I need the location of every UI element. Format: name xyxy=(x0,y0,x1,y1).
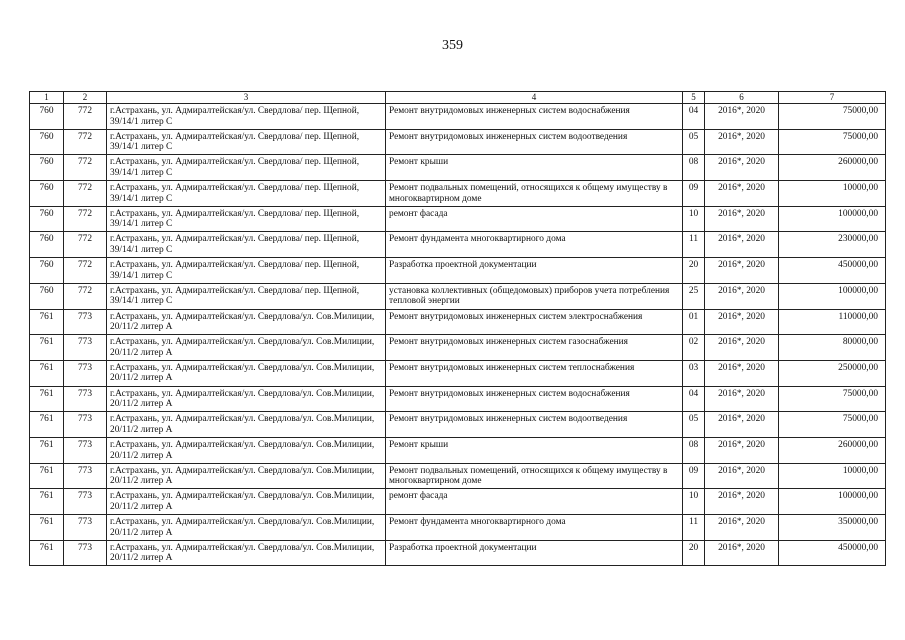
table-row xyxy=(30,386,886,412)
work-type-cell: Ремонт внутридомовых инженерных систем газоснабжения xyxy=(386,335,683,361)
cost-cell: 100000,00 xyxy=(779,489,886,515)
period-cell: 2016*, 2020 xyxy=(705,232,779,258)
table-row xyxy=(30,309,886,335)
row-number-cell: 761 xyxy=(30,540,64,566)
house-id-cell: 773 xyxy=(64,437,107,463)
table-row xyxy=(30,335,886,361)
table-row xyxy=(30,489,886,515)
work-code-cell: 09 xyxy=(683,463,705,489)
row-number-cell: 761 xyxy=(30,335,64,361)
column-header: 3 xyxy=(107,92,386,104)
address-cell: г.Астрахань, ул. Адмиралтейская/ул. Свердлова/ул. Сов.Милиции, 20/11/2 литер А xyxy=(107,412,386,438)
house-id-cell: 773 xyxy=(64,515,107,541)
row-number-cell: 761 xyxy=(30,437,64,463)
row-number-cell: 760 xyxy=(30,206,64,232)
address-cell: г.Астрахань, ул. Адмиралтейская/ул. Свердлова/ пер. Щепной, 39/14/1 литер С xyxy=(107,104,386,130)
work-type-cell: Ремонт внутридомовых инженерных систем водоснабжения xyxy=(386,104,683,130)
address-cell: г.Астрахань, ул. Адмиралтейская/ул. Свердлова/ пер. Щепной, 39/14/1 литер С xyxy=(107,283,386,309)
row-number-cell: 761 xyxy=(30,309,64,335)
work-code-cell: 11 xyxy=(683,232,705,258)
table-row xyxy=(30,360,886,386)
period-cell: 2016*, 2020 xyxy=(705,463,779,489)
period-cell: 2016*, 2020 xyxy=(705,412,779,438)
work-type-cell: Ремонт внутридомовых инженерных систем водоотведения xyxy=(386,129,683,155)
address-cell: г.Астрахань, ул. Адмиралтейская/ул. Свердлова/ул. Сов.Милиции, 20/11/2 литер А xyxy=(107,309,386,335)
cost-cell: 100000,00 xyxy=(779,283,886,309)
address-cell: г.Астрахань, ул. Адмиралтейская/ул. Свердлова/ул. Сов.Милиции, 20/11/2 литер А xyxy=(107,386,386,412)
work-type-cell: Разработка проектной документации xyxy=(386,258,683,284)
table-row xyxy=(30,232,886,258)
work-code-cell: 08 xyxy=(683,437,705,463)
address-cell: г.Астрахань, ул. Адмиралтейская/ул. Свердлова/ул. Сов.Милиции, 20/11/2 литер А xyxy=(107,489,386,515)
house-id-cell: 773 xyxy=(64,489,107,515)
work-type-cell: ремонт фасада xyxy=(386,206,683,232)
row-number-cell: 760 xyxy=(30,258,64,284)
row-number-cell: 760 xyxy=(30,104,64,130)
work-type-cell: Ремонт фундамента многоквартирного дома xyxy=(386,515,683,541)
period-cell: 2016*, 2020 xyxy=(705,335,779,361)
header-row xyxy=(30,92,886,104)
work-type-cell: Ремонт внутридомовых инженерных систем электроснабжения xyxy=(386,309,683,335)
work-type-cell: Ремонт подвальных помещений, относящихся к общему имуществу в многоквартирном доме xyxy=(386,181,683,207)
work-code-cell: 04 xyxy=(683,386,705,412)
house-id-cell: 773 xyxy=(64,386,107,412)
row-number-cell: 760 xyxy=(30,181,64,207)
cost-cell: 10000,00 xyxy=(779,463,886,489)
column-header: 1 xyxy=(30,92,64,104)
house-id-cell: 772 xyxy=(64,104,107,130)
table-row xyxy=(30,258,886,284)
row-number-cell: 761 xyxy=(30,489,64,515)
cost-cell: 450000,00 xyxy=(779,258,886,284)
column-header: 7 xyxy=(779,92,886,104)
period-cell: 2016*, 2020 xyxy=(705,206,779,232)
work-type-cell: Ремонт фундамента многоквартирного дома xyxy=(386,232,683,258)
work-code-cell: 11 xyxy=(683,515,705,541)
period-cell: 2016*, 2020 xyxy=(705,309,779,335)
period-cell: 2016*, 2020 xyxy=(705,540,779,566)
house-id-cell: 772 xyxy=(64,283,107,309)
house-id-cell: 772 xyxy=(64,129,107,155)
cost-cell: 110000,00 xyxy=(779,309,886,335)
table-row xyxy=(30,463,886,489)
row-number-cell: 760 xyxy=(30,155,64,181)
table-row xyxy=(30,129,886,155)
column-header: 4 xyxy=(386,92,683,104)
cost-cell: 75000,00 xyxy=(779,386,886,412)
row-number-cell: 760 xyxy=(30,232,64,258)
work-type-cell: Ремонт крыши xyxy=(386,437,683,463)
house-id-cell: 773 xyxy=(64,360,107,386)
house-id-cell: 772 xyxy=(64,155,107,181)
row-number-cell: 761 xyxy=(30,360,64,386)
cost-cell: 10000,00 xyxy=(779,181,886,207)
cost-cell: 75000,00 xyxy=(779,129,886,155)
row-number-cell: 761 xyxy=(30,515,64,541)
period-cell: 2016*, 2020 xyxy=(705,489,779,515)
cost-cell: 75000,00 xyxy=(779,104,886,130)
column-header: 6 xyxy=(705,92,779,104)
row-number-cell: 761 xyxy=(30,463,64,489)
table-row xyxy=(30,155,886,181)
work-code-cell: 04 xyxy=(683,104,705,130)
address-cell: г.Астрахань, ул. Адмиралтейская/ул. Свердлова/ул. Сов.Милиции, 20/11/2 литер А xyxy=(107,437,386,463)
work-type-cell: Ремонт внутридомовых инженерных систем водоснабжения xyxy=(386,386,683,412)
cost-cell: 75000,00 xyxy=(779,412,886,438)
address-cell: г.Астрахань, ул. Адмиралтейская/ул. Свердлова/ пер. Щепной, 39/14/1 литер С xyxy=(107,155,386,181)
column-header: 2 xyxy=(64,92,107,104)
address-cell: г.Астрахань, ул. Адмиралтейская/ул. Свердлова/ул. Сов.Милиции, 20/11/2 литер А xyxy=(107,335,386,361)
table-row xyxy=(30,283,886,309)
period-cell: 2016*, 2020 xyxy=(705,155,779,181)
house-id-cell: 773 xyxy=(64,540,107,566)
period-cell: 2016*, 2020 xyxy=(705,515,779,541)
address-cell: г.Астрахань, ул. Адмиралтейская/ул. Свердлова/ пер. Щепной, 39/14/1 литер С xyxy=(107,258,386,284)
table-row xyxy=(30,206,886,232)
row-number-cell: 761 xyxy=(30,386,64,412)
cost-cell: 450000,00 xyxy=(779,540,886,566)
work-type-cell: установка коллективных (общедомовых) приборов учета потребления тепловой энергии xyxy=(386,283,683,309)
page-number: 359 xyxy=(442,38,463,53)
address-cell: г.Астрахань, ул. Адмиралтейская/ул. Свердлова/ пер. Щепной, 39/14/1 литер С xyxy=(107,232,386,258)
work-code-cell: 25 xyxy=(683,283,705,309)
column-header: 5 xyxy=(683,92,705,104)
period-cell: 2016*, 2020 xyxy=(705,258,779,284)
period-cell: 2016*, 2020 xyxy=(705,360,779,386)
address-cell: г.Астрахань, ул. Адмиралтейская/ул. Свердлова/ул. Сов.Милиции, 20/11/2 литер А xyxy=(107,540,386,566)
address-cell: г.Астрахань, ул. Адмиралтейская/ул. Свердлова/ пер. Щепной, 39/14/1 литер С xyxy=(107,206,386,232)
period-cell: 2016*, 2020 xyxy=(705,386,779,412)
cost-cell: 260000,00 xyxy=(779,155,886,181)
work-type-cell: Ремонт внутридомовых инженерных систем водоотведения xyxy=(386,412,683,438)
work-code-cell: 20 xyxy=(683,258,705,284)
work-code-cell: 10 xyxy=(683,489,705,515)
house-id-cell: 773 xyxy=(64,309,107,335)
cost-cell: 80000,00 xyxy=(779,335,886,361)
cost-cell: 100000,00 xyxy=(779,206,886,232)
work-code-cell: 02 xyxy=(683,335,705,361)
work-code-cell: 03 xyxy=(683,360,705,386)
period-cell: 2016*, 2020 xyxy=(705,129,779,155)
table-row xyxy=(30,104,886,130)
period-cell: 2016*, 2020 xyxy=(705,104,779,130)
house-id-cell: 773 xyxy=(64,335,107,361)
work-code-cell: 10 xyxy=(683,206,705,232)
address-cell: г.Астрахань, ул. Адмиралтейская/ул. Свердлова/ул. Сов.Милиции, 20/11/2 литер А xyxy=(107,360,386,386)
cost-cell: 230000,00 xyxy=(779,232,886,258)
house-id-cell: 772 xyxy=(64,232,107,258)
house-id-cell: 772 xyxy=(64,258,107,284)
work-code-cell: 20 xyxy=(683,540,705,566)
work-code-cell: 01 xyxy=(683,309,705,335)
table-row xyxy=(30,412,886,438)
table-row xyxy=(30,515,886,541)
address-cell: г.Астрахань, ул. Адмиралтейская/ул. Свердлова/ пер. Щепной, 39/14/1 литер С xyxy=(107,181,386,207)
house-id-cell: 772 xyxy=(64,206,107,232)
house-id-cell: 773 xyxy=(64,463,107,489)
cost-cell: 250000,00 xyxy=(779,360,886,386)
work-code-cell: 05 xyxy=(683,129,705,155)
work-type-cell: ремонт фасада xyxy=(386,489,683,515)
table-row xyxy=(30,181,886,207)
house-id-cell: 772 xyxy=(64,181,107,207)
address-cell: г.Астрахань, ул. Адмиралтейская/ул. Свердлова/ул. Сов.Милиции, 20/11/2 литер А xyxy=(107,463,386,489)
house-id-cell: 773 xyxy=(64,412,107,438)
address-cell: г.Астрахань, ул. Адмиралтейская/ул. Свердлова/ пер. Щепной, 39/14/1 литер С xyxy=(107,129,386,155)
period-cell: 2016*, 2020 xyxy=(705,437,779,463)
table-row xyxy=(30,540,886,566)
work-type-cell: Ремонт внутридомовых инженерных систем теплоснабжения xyxy=(386,360,683,386)
work-code-cell: 08 xyxy=(683,155,705,181)
row-number-cell: 760 xyxy=(30,129,64,155)
work-code-cell: 09 xyxy=(683,181,705,207)
table-row xyxy=(30,437,886,463)
work-type-cell: Разработка проектной документации xyxy=(386,540,683,566)
work-code-cell: 05 xyxy=(683,412,705,438)
period-cell: 2016*, 2020 xyxy=(705,181,779,207)
row-number-cell: 761 xyxy=(30,412,64,438)
work-type-cell: Ремонт подвальных помещений, относящихся к общему имуществу в многоквартирном доме xyxy=(386,463,683,489)
cost-cell: 260000,00 xyxy=(779,437,886,463)
capital-repair-table xyxy=(29,91,886,566)
work-type-cell: Ремонт крыши xyxy=(386,155,683,181)
period-cell: 2016*, 2020 xyxy=(705,283,779,309)
row-number-cell: 760 xyxy=(30,283,64,309)
cost-cell: 350000,00 xyxy=(779,515,886,541)
address-cell: г.Астрахань, ул. Адмиралтейская/ул. Свердлова/ул. Сов.Милиции, 20/11/2 литер А xyxy=(107,515,386,541)
